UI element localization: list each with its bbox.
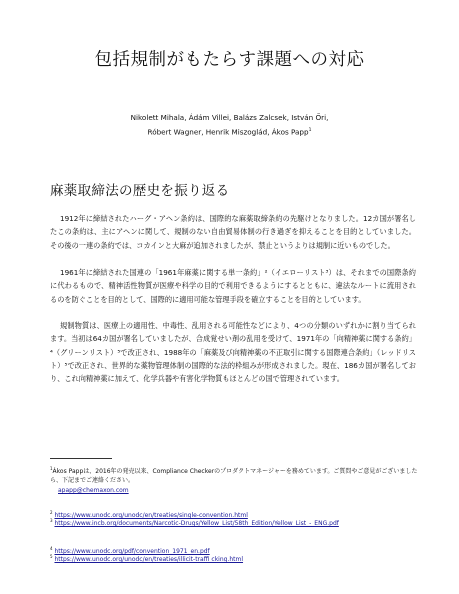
footnote-2-marker: 2	[50, 510, 53, 515]
footnote-3	[50, 516, 420, 528]
paragraph-2	[50, 266, 416, 306]
section-heading: 麻薬取締法の歴史を振り返る	[50, 183, 230, 199]
paragraph-2-text: 1961年に締結された国連の「1961年麻薬に関する単一条約」²（イエローリスト³）は、それまでの国際条約に代わるもので、精神活性物質が医療や科学の目的で利用できるようにするとともに、違法なルートに流用されるのを防ぐことを目的として、国際的に適用可能な管理手段を確立することを目的としています。	[50, 268, 416, 304]
footnote-4-marker: 4	[50, 546, 53, 551]
footnote-1-email	[58, 486, 428, 495]
footnote-4-link[interactable]: https://www.unodc.org/pdf/convention_1971_en.pdf	[54, 548, 210, 555]
author-list	[0, 111, 459, 138]
footnote-divider	[50, 458, 112, 459]
footnote-3-marker: 3	[50, 518, 53, 523]
paragraph-1-text: 1912年に締結されたハーグ・アヘン条約は、国際的な麻薬取締条約の先駆けとなりました。12カ国が署名したこの条約は、主にアヘンに関して、規制のない自由貿易体制の行き過ぎを抑えることを目的としていました。その後の一連の条約では、コカインと大麻が追加されましたが、禁止というよりは規制に近いものでした。	[50, 214, 416, 250]
paragraph-3-text: 規制物質は、医療上の適用性、中毒性、乱用される可能性などにより、4つの分類のいずれかに割り当てられます。当初は64カ国が署名していましたが、合成覚せい剤の乱用を受けて、1971年の「向精神薬に関する条約」⁴（グリーンリスト）⁵で改正され、1988年の「麻薬及び向精神薬の不正取引に関する国際連合条約」（レッドリスト）⁵で改正され、世界的な薬物管理体制の国際的な法的枠組みが形成されました。現在、186カ国が署名しており、これ向精神薬に加えて、化学兵器や有害化学物質もほとんどの国で管理されています。	[50, 321, 416, 384]
author-line-2-text: Róbert Wagner, Henrik Miszoglád, Ákos Papp	[147, 127, 309, 137]
paragraph-1	[50, 212, 416, 252]
footnote-2-link[interactable]: https://www.unodc.org/unodc/en/treaties/single-convention.html	[54, 512, 248, 519]
paragraph-3	[50, 319, 416, 385]
author-line-1: Nikolett Mihala, Ádám Villei, Balázs Zalcsek, István Őri,	[130, 113, 329, 122]
footnote-1-marker: 1	[50, 466, 53, 471]
footnote-5-marker: 5	[50, 554, 53, 559]
author-line-2	[0, 124, 459, 138]
footnote-5	[50, 552, 420, 564]
footnote-5-link[interactable]: https://www.unodc.org/unodc/en/treaties/illicit-traffi cking.html	[54, 556, 244, 563]
page-title: 包括規制がもたらす課題への対応	[94, 50, 365, 70]
email-link[interactable]: apapp@chemaxon.com	[58, 487, 129, 494]
footnote-1-text: Ákos Pappは、2016年の発売以来、Compliance Checkerのプロダクトマネージャーを務めています。ご質問やご意見がございましたら、下記までご連絡ください。	[50, 468, 418, 484]
author-footnote-marker: 1	[308, 128, 312, 133]
footnote-3-link[interactable]: https://www.incb.org/documents/Narcotic-Drugs/Yellow_List/58th_Edition/Yellow_List_-_ENG.pdf	[54, 520, 339, 527]
footnote-1	[50, 464, 420, 485]
